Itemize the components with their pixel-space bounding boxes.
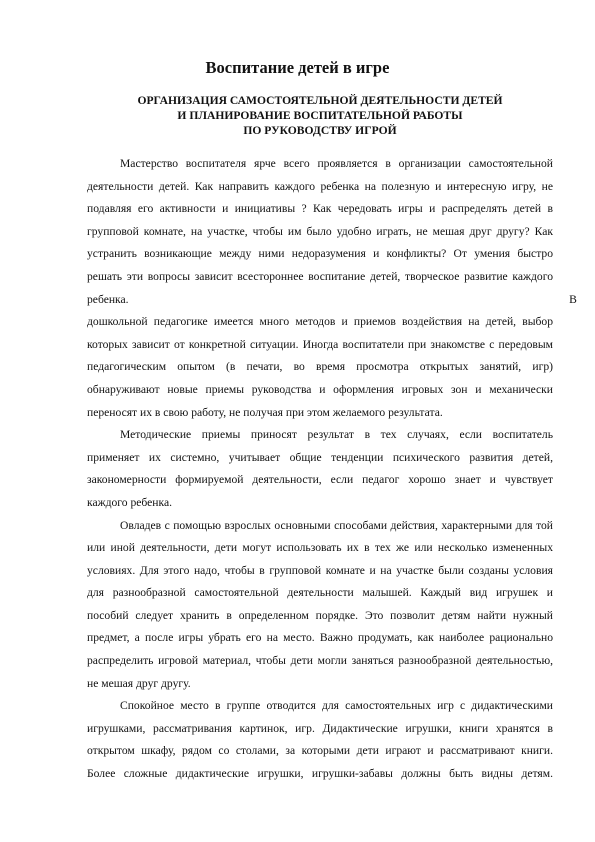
document-subtitle xyxy=(0,93,595,138)
text-line: условиях. Для этого надо, чтобы в групповой комнате и на участке были созданы условия xyxy=(87,563,553,577)
text-line: Мастерство воспитателя ярче всего проявляется в организации самостоятельной xyxy=(120,157,553,170)
text-line: или иной деятельности, дети могут использовать их в тех же или несколько измененных xyxy=(87,541,553,555)
text-line: ребенка. В xyxy=(87,292,577,306)
text-line: Овладев с помощью взрослых основными способами действия, характерными для той xyxy=(120,518,553,532)
text-line: Методические приемы приносят результат в тех случаях, если воспитатель xyxy=(120,428,553,442)
text-line: предмет, а после игры убрать его на место. Важно продумать, как наиболее рационально xyxy=(87,631,553,645)
text-line: пособий следует хранить в определенном порядке. Это позволит детям найти нужный xyxy=(87,608,553,622)
subtitle-line: И ПЛАНИРОВАНИЕ ВОСПИТАТЕЛЬНОЙ РАБОТЫ xyxy=(177,109,463,122)
text-line: решать эти вопросы зависит всестороннее воспитание детей, творческое развитие каждого xyxy=(87,269,553,283)
text-line: Более сложные дидактические игрушки, игрушки-забавы должны быть видны детям. xyxy=(87,767,553,781)
text-line: применяет их системно, учитывает общие тенденции психического развития детей, xyxy=(87,450,553,464)
text-line: подавляя его активности и инициативы ? Как чередовать игры и распределять детей в xyxy=(87,202,553,216)
text-line: для разнообразной самостоятельной деятельности малышей. Каждый вид игрушек и xyxy=(87,586,553,600)
text-line: игрушками, рассматривания картинок, игр. Дидактические игрушки, книги хранятся в xyxy=(87,721,553,735)
text-line: деятельности детей. Как направить каждого ребенка на полезную и интересную игру, не xyxy=(87,179,553,193)
text-line: закономерности формируемой деятельности, если педагог хорошо знает и чувствует xyxy=(87,473,553,487)
text-line: обнаруживают новые приемы руководства и оформления игровых зон и механически xyxy=(87,382,553,396)
text-line: не мешая друг другу. xyxy=(87,676,191,690)
text-line: устранить возникающие между ними недоразумения и конфликты? От умения быстро xyxy=(87,247,553,261)
text-line: переносят их в свою работу, не получая при этом желаемого результата. xyxy=(87,405,443,419)
text-line: которых зависит от конкретной ситуации. Иногда воспитатели при знакомстве с передовым xyxy=(87,337,553,351)
text-line: дошкольной педагогике имеется много методов и приемов воздействия на детей, выбор xyxy=(87,315,553,329)
text-line: распределить игровой материал, чтобы дети могли заняться разнообразной деятельностью, xyxy=(87,654,553,668)
text-line: Спокойное место в группе отводится для самостоятельных игр с дидактическими xyxy=(120,699,553,713)
subtitle-line: ПО РУКОВОДСТВУ ИГРОЙ xyxy=(243,124,397,137)
subtitle-line: ОРГАНИЗАЦИЯ САМОСТОЯТЕЛЬНОЙ ДЕЯТЕЛЬНОСТИ ДЕТЕЙ xyxy=(137,94,503,107)
document-body xyxy=(87,153,577,786)
document-title: Воспитание детей в игре xyxy=(205,58,390,77)
text-line: открытом шкафу, рядом со столами, за которыми дети играют и рассматривают книги. xyxy=(87,744,553,758)
text-line: педагогическим опытом (в печати, во время просмотра открытых занятий, игр) xyxy=(87,360,553,374)
text-line: групповой комнате, на участке, чтобы им было удобно играть, не мешая друг другу? Как xyxy=(87,224,553,238)
text-line: каждого ребенка. xyxy=(87,495,173,509)
